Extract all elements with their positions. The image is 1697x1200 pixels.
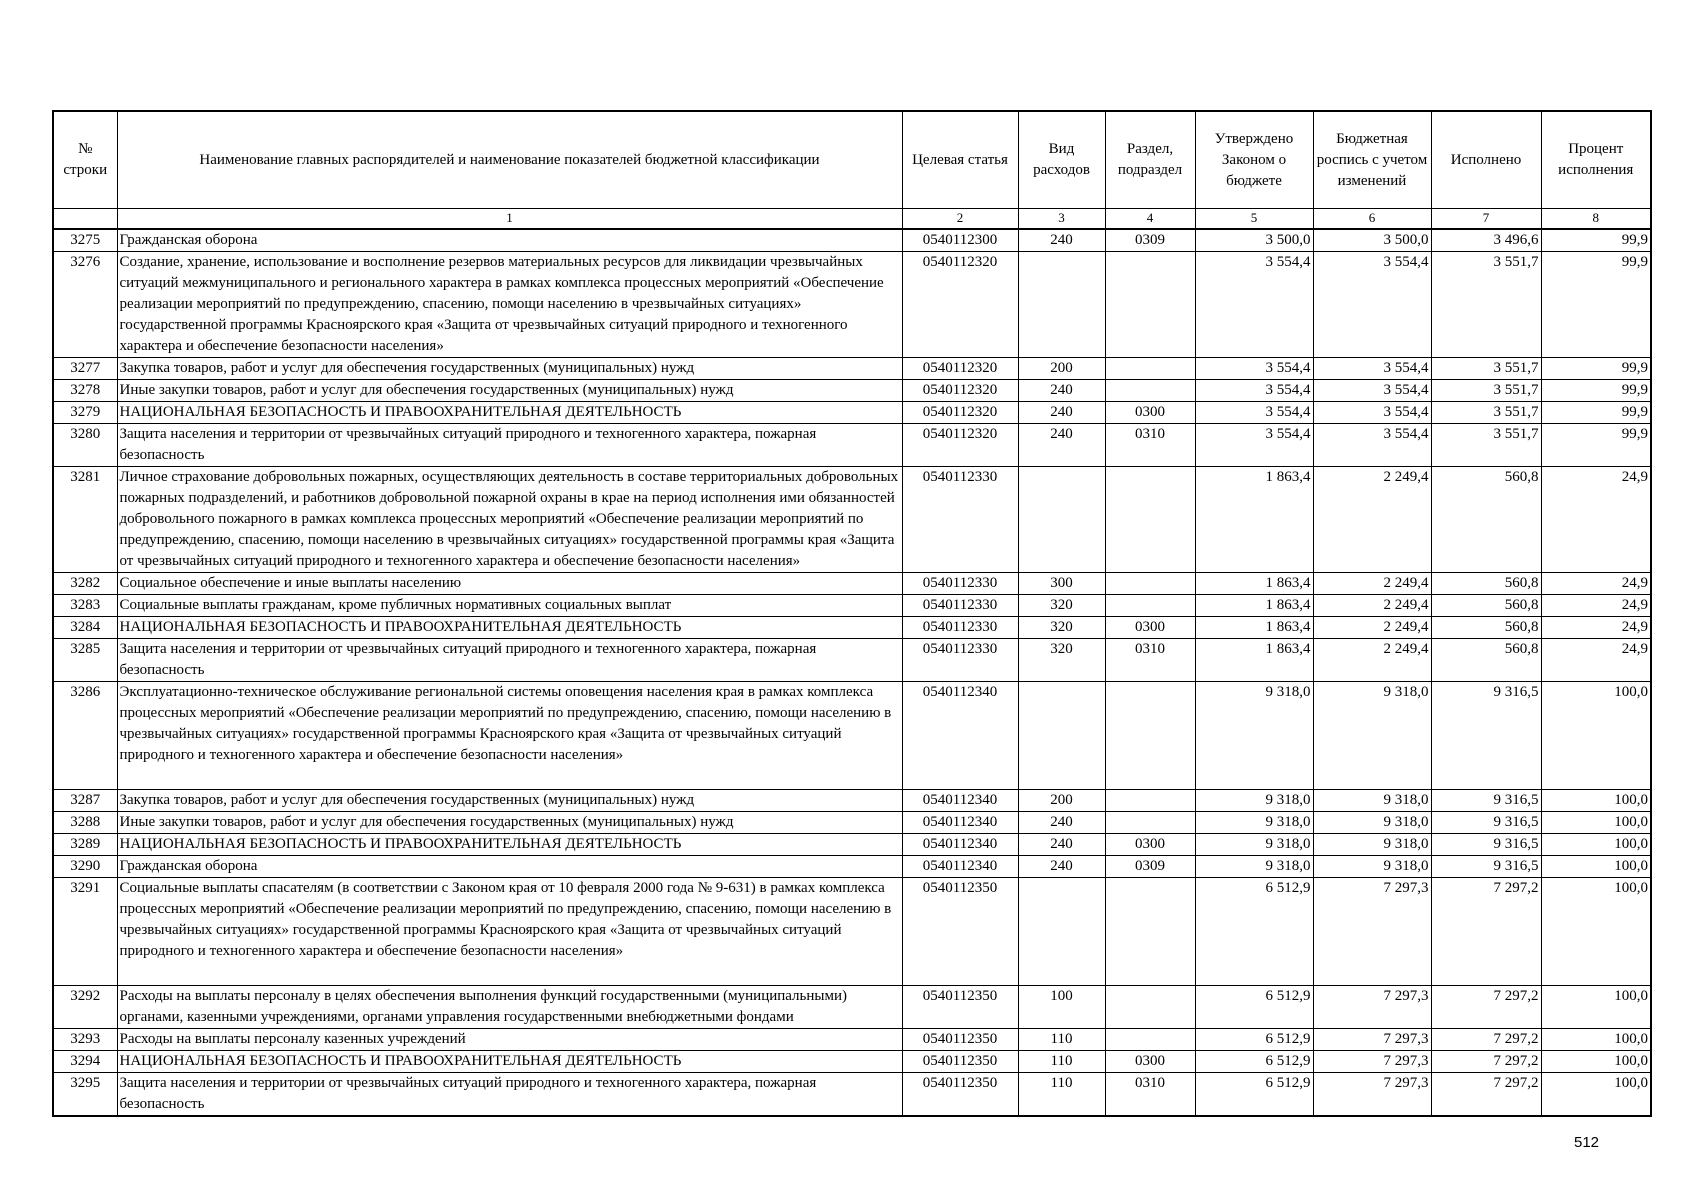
executed-cell: 9 316,5 [1431,812,1541,834]
row-number-cell: 3288 [53,812,117,834]
table-row [53,573,1651,595]
expense-type-cell: 110 [1018,1029,1105,1051]
row-number-cell: 3284 [53,617,117,639]
target-item-cell: 0540112340 [902,834,1018,856]
percent-cell: 24,9 [1541,639,1651,682]
column-number: 8 [1541,209,1651,230]
name-cell: Защита населения и территории от чрезвычайных ситуаций природного и техногенного характера, пожарная безопасность [117,1073,902,1117]
header-section: Раздел, подраздел [1105,111,1195,209]
section-cell [1105,812,1195,834]
target-item-cell: 0540112340 [902,790,1018,812]
section-cell [1105,252,1195,358]
header-name: Наименование главных распорядителей и наименование показателей бюджетной классификации [117,111,902,209]
target-item-cell: 0540112350 [902,986,1018,1029]
expense-type-cell: 240 [1018,834,1105,856]
table-row [53,252,1651,358]
name-cell: Расходы на выплаты персоналу казенных учреждений [117,1029,902,1051]
expense-type-cell: 200 [1018,358,1105,380]
approved-cell: 1 863,4 [1195,639,1313,682]
section-cell: 0300 [1105,1051,1195,1073]
approved-cell: 9 318,0 [1195,812,1313,834]
name-cell: Гражданская оборона [117,229,902,252]
name-cell: Эксплуатационно-техническое обслуживание региональной системы оповещения населения края в рамках комплекса процессных мероприятий «Обеспечение реализации мероприятий по предупреждению, спасению, помощи населению в чрезвычайных ситуациях» государственной программы Красноярского края «Защита от чрезвычайных ситуаций природного и техногенного характера и обеспечение безопасности населения» [117,682,902,790]
target-item-cell: 0540112350 [902,1073,1018,1117]
budget-schedule-cell: 9 318,0 [1313,812,1431,834]
target-item-cell: 0540112330 [902,617,1018,639]
executed-cell: 560,8 [1431,617,1541,639]
expense-type-cell [1018,467,1105,573]
percent-cell: 24,9 [1541,573,1651,595]
executed-cell: 7 297,2 [1431,1029,1541,1051]
table-row [53,402,1651,424]
table-row [53,639,1651,682]
percent-cell: 100,0 [1541,1051,1651,1073]
header-budget-schedule: Бюджетная роспись с учетом изменений [1313,111,1431,209]
column-number: 4 [1105,209,1195,230]
name-cell: НАЦИОНАЛЬНАЯ БЕЗОПАСНОСТЬ И ПРАВООХРАНИТЕЛЬНАЯ ДЕЯТЕЛЬНОСТЬ [117,617,902,639]
row-number-cell: 3292 [53,986,117,1029]
name-cell: Защита населения и территории от чрезвычайных ситуаций природного и техногенного характера, пожарная безопасность [117,639,902,682]
percent-cell: 100,0 [1541,878,1651,986]
name-cell: Социальное обеспечение и иные выплаты населению [117,573,902,595]
percent-cell: 99,9 [1541,252,1651,358]
expense-type-cell: 320 [1018,595,1105,617]
table-row [53,380,1651,402]
target-item-cell: 0540112330 [902,639,1018,682]
executed-cell: 3 551,7 [1431,424,1541,467]
name-cell: Создание, хранение, использование и восполнение резервов материальных ресурсов для ликвидации чрезвычайных ситуаций межмуниципального и регионального характера в рамках комплекса процессных мероприятий «Обеспечение реализации мероприятий по предупреждению, спасению, помощи населению в чрезвычайных ситуациях» государственной программы Красноярского края «Защита от чрезвычайных ситуаций природного и техногенного характера и обеспечение безопасности населения» [117,252,902,358]
row-number-cell: 3282 [53,573,117,595]
target-item-cell: 0540112350 [902,878,1018,986]
executed-cell: 3 551,7 [1431,252,1541,358]
executed-cell: 3 551,7 [1431,380,1541,402]
percent-cell: 100,0 [1541,682,1651,790]
approved-cell: 6 512,9 [1195,1029,1313,1051]
approved-cell: 1 863,4 [1195,573,1313,595]
approved-cell: 9 318,0 [1195,790,1313,812]
approved-cell: 9 318,0 [1195,834,1313,856]
section-cell: 0300 [1105,617,1195,639]
expense-type-cell: 320 [1018,617,1105,639]
budget-schedule-cell: 2 249,4 [1313,573,1431,595]
row-number-cell: 3294 [53,1051,117,1073]
section-cell: 0309 [1105,229,1195,252]
budget-schedule-cell: 2 249,4 [1313,467,1431,573]
target-item-cell: 0540112350 [902,1029,1018,1051]
row-number-cell: 3287 [53,790,117,812]
budget-schedule-cell: 7 297,3 [1313,878,1431,986]
percent-cell: 100,0 [1541,856,1651,878]
budget-schedule-cell: 3 554,4 [1313,252,1431,358]
target-item-cell: 0540112320 [902,358,1018,380]
target-item-cell: 0540112330 [902,595,1018,617]
name-cell: Иные закупки товаров, работ и услуг для обеспечения государственных (муниципальных) нужд [117,380,902,402]
table-body [53,229,1651,1116]
target-item-cell: 0540112350 [902,1051,1018,1073]
column-number-blank [53,209,117,230]
table-row [53,812,1651,834]
name-cell: НАЦИОНАЛЬНАЯ БЕЗОПАСНОСТЬ И ПРАВООХРАНИТЕЛЬНАЯ ДЕЯТЕЛЬНОСТЬ [117,1051,902,1073]
budget-schedule-cell: 3 500,0 [1313,229,1431,252]
executed-cell: 560,8 [1431,573,1541,595]
expense-type-cell: 240 [1018,424,1105,467]
percent-cell: 99,9 [1541,424,1651,467]
row-number-cell: 3280 [53,424,117,467]
section-cell [1105,573,1195,595]
approved-cell: 3 554,4 [1195,358,1313,380]
approved-cell: 1 863,4 [1195,467,1313,573]
expense-type-cell: 110 [1018,1051,1105,1073]
percent-cell: 100,0 [1541,1073,1651,1117]
executed-cell: 560,8 [1431,467,1541,573]
section-cell [1105,358,1195,380]
table-row [53,790,1651,812]
approved-cell: 6 512,9 [1195,1073,1313,1117]
expense-type-cell: 320 [1018,639,1105,682]
table-row [53,1029,1651,1051]
row-number-cell: 3285 [53,639,117,682]
row-number-cell: 3293 [53,1029,117,1051]
section-cell [1105,790,1195,812]
row-number-cell: 3290 [53,856,117,878]
approved-cell: 6 512,9 [1195,986,1313,1029]
target-item-cell: 0540112320 [902,402,1018,424]
table-row [53,595,1651,617]
name-cell: Закупка товаров, работ и услуг для обеспечения государственных (муниципальных) нужд [117,358,902,380]
table-row [53,682,1651,790]
expense-type-cell: 240 [1018,380,1105,402]
executed-cell: 3 551,7 [1431,402,1541,424]
expense-type-cell: 240 [1018,229,1105,252]
header-target-item: Целевая статья [902,111,1018,209]
column-number: 2 [902,209,1018,230]
budget-schedule-cell: 3 554,4 [1313,380,1431,402]
budget-schedule-cell: 9 318,0 [1313,834,1431,856]
name-cell: Защита населения и территории от чрезвычайных ситуаций природного и техногенного характера, пожарная безопасность [117,424,902,467]
column-number: 7 [1431,209,1541,230]
executed-cell: 9 316,5 [1431,682,1541,790]
section-cell [1105,467,1195,573]
target-item-cell: 0540112340 [902,856,1018,878]
row-number-cell: 3276 [53,252,117,358]
section-cell: 0310 [1105,639,1195,682]
name-cell: Иные закупки товаров, работ и услуг для обеспечения государственных (муниципальных) нужд [117,812,902,834]
budget-schedule-cell: 2 249,4 [1313,595,1431,617]
name-cell: Закупка товаров, работ и услуг для обеспечения государственных (муниципальных) нужд [117,790,902,812]
expense-type-cell: 300 [1018,573,1105,595]
section-cell: 0309 [1105,856,1195,878]
table-row [53,878,1651,986]
name-cell: Расходы на выплаты персоналу в целях обеспечения выполнения функций государственными (муниципальными) органами, казенными учреждениями, органами управления государственными внебюджетными фондами [117,986,902,1029]
column-number: 5 [1195,209,1313,230]
budget-schedule-cell: 7 297,3 [1313,1029,1431,1051]
target-item-cell: 0540112340 [902,812,1018,834]
expense-type-cell: 200 [1018,790,1105,812]
name-cell: Социальные выплаты спасателям (в соответствии с Законом края от 10 февраля 2000 года № 9-631) в рамках комплекса процессных мероприятий «Обеспечение реализации мероприятий по предупреждению, спасению, помощи населению в чрезвычайных ситуациях» государственной программы Красноярского края «Защита от чрезвычайных ситуаций природного и техногенного характера и обеспечение безопасности населения» [117,878,902,986]
budget-schedule-cell: 9 318,0 [1313,790,1431,812]
row-number-cell: 3279 [53,402,117,424]
approved-cell: 9 318,0 [1195,856,1313,878]
approved-cell: 6 512,9 [1195,878,1313,986]
target-item-cell: 0540112330 [902,573,1018,595]
column-number-row [53,209,1651,230]
target-item-cell: 0540112300 [902,229,1018,252]
budget-schedule-cell: 9 318,0 [1313,856,1431,878]
approved-cell: 6 512,9 [1195,1051,1313,1073]
budget-schedule-cell: 9 318,0 [1313,682,1431,790]
page-number: 512 [1574,1134,1600,1151]
executed-cell: 3 551,7 [1431,358,1541,380]
row-number-cell: 3291 [53,878,117,986]
approved-cell: 3 554,4 [1195,424,1313,467]
approved-cell: 3 554,4 [1195,380,1313,402]
row-number-cell: 3278 [53,380,117,402]
target-item-cell: 0540112320 [902,380,1018,402]
percent-cell: 24,9 [1541,617,1651,639]
percent-cell: 100,0 [1541,986,1651,1029]
expense-type-cell [1018,878,1105,986]
executed-cell: 7 297,2 [1431,878,1541,986]
name-cell: Личное страхование добровольных пожарных, осуществляющих деятельность в составе территориальных добровольных пожарных подразделений, и работников добровольной пожарной охраны в крае на период исполнения ими обязанностей добровольного пожарного в рамках комплекса процессных мероприятий «Обеспечение реализации мероприятий по предупреждению, спасению, помощи населению в чрезвычайных ситуациях» государственной программы края «Защита от чрезвычайных ситуаций природного и техногенного характера и обеспечение безопасности населения» [117,467,902,573]
table-row [53,986,1651,1029]
budget-schedule-cell: 7 297,3 [1313,986,1431,1029]
percent-cell: 99,9 [1541,358,1651,380]
section-cell [1105,380,1195,402]
percent-cell: 99,9 [1541,380,1651,402]
percent-cell: 100,0 [1541,790,1651,812]
column-number: 6 [1313,209,1431,230]
section-cell: 0300 [1105,834,1195,856]
approved-cell: 3 500,0 [1195,229,1313,252]
expense-type-cell: 240 [1018,402,1105,424]
section-cell: 0300 [1105,402,1195,424]
table-row [53,358,1651,380]
approved-cell: 9 318,0 [1195,682,1313,790]
approved-cell: 1 863,4 [1195,617,1313,639]
percent-cell: 99,9 [1541,402,1651,424]
table-row [53,1051,1651,1073]
percent-cell: 24,9 [1541,467,1651,573]
budget-schedule-cell: 3 554,4 [1313,424,1431,467]
executed-cell: 560,8 [1431,595,1541,617]
executed-cell: 560,8 [1431,639,1541,682]
header-percent: Процент исполнения [1541,111,1651,209]
executed-cell: 3 496,6 [1431,229,1541,252]
row-number-cell: 3289 [53,834,117,856]
percent-cell: 100,0 [1541,1029,1651,1051]
expense-type-cell: 110 [1018,1073,1105,1117]
section-cell: 0310 [1105,1073,1195,1117]
section-cell [1105,986,1195,1029]
approved-cell: 3 554,4 [1195,402,1313,424]
row-number-cell: 3283 [53,595,117,617]
section-cell [1105,1029,1195,1051]
section-cell [1105,878,1195,986]
budget-schedule-cell: 2 249,4 [1313,639,1431,682]
budget-schedule-cell: 2 249,4 [1313,617,1431,639]
approved-cell: 3 554,4 [1195,252,1313,358]
budget-schedule-cell: 3 554,4 [1313,402,1431,424]
table-row [53,856,1651,878]
row-number-cell: 3275 [53,229,117,252]
percent-cell: 100,0 [1541,812,1651,834]
table-row [53,617,1651,639]
budget-table [52,110,1652,1117]
percent-cell: 100,0 [1541,834,1651,856]
target-item-cell: 0540112340 [902,682,1018,790]
header-approved: Утверждено Законом о бюджете [1195,111,1313,209]
expense-type-cell: 240 [1018,856,1105,878]
executed-cell: 9 316,5 [1431,790,1541,812]
name-cell: НАЦИОНАЛЬНАЯ БЕЗОПАСНОСТЬ И ПРАВООХРАНИТЕЛЬНАЯ ДЕЯТЕЛЬНОСТЬ [117,834,902,856]
row-number-cell: 3281 [53,467,117,573]
executed-cell: 9 316,5 [1431,834,1541,856]
header-executed: Исполнено [1431,111,1541,209]
table-row [53,467,1651,573]
header-expense-type: Вид расходов [1018,111,1105,209]
header-row-number: № строки [53,111,117,209]
table-row [53,424,1651,467]
expense-type-cell [1018,682,1105,790]
column-number: 1 [117,209,902,230]
budget-schedule-cell: 7 297,3 [1313,1073,1431,1117]
column-number: 3 [1018,209,1105,230]
target-item-cell: 0540112320 [902,252,1018,358]
table-header-row [53,111,1651,209]
row-number-cell: 3295 [53,1073,117,1117]
approved-cell: 1 863,4 [1195,595,1313,617]
executed-cell: 7 297,2 [1431,1051,1541,1073]
table-row [53,229,1651,252]
target-item-cell: 0540112330 [902,467,1018,573]
section-cell [1105,682,1195,790]
name-cell: НАЦИОНАЛЬНАЯ БЕЗОПАСНОСТЬ И ПРАВООХРАНИТЕЛЬНАЯ ДЕЯТЕЛЬНОСТЬ [117,402,902,424]
budget-schedule-cell: 7 297,3 [1313,1051,1431,1073]
row-number-cell: 3277 [53,358,117,380]
table-row [53,834,1651,856]
expense-type-cell [1018,252,1105,358]
expense-type-cell: 100 [1018,986,1105,1029]
table-row [53,1073,1651,1117]
row-number-cell: 3286 [53,682,117,790]
target-item-cell: 0540112320 [902,424,1018,467]
executed-cell: 7 297,2 [1431,1073,1541,1117]
executed-cell: 7 297,2 [1431,986,1541,1029]
name-cell: Социальные выплаты гражданам, кроме публичных нормативных социальных выплат [117,595,902,617]
percent-cell: 24,9 [1541,595,1651,617]
expense-type-cell: 240 [1018,812,1105,834]
executed-cell: 9 316,5 [1431,856,1541,878]
budget-schedule-cell: 3 554,4 [1313,358,1431,380]
section-cell [1105,595,1195,617]
name-cell: Гражданская оборона [117,856,902,878]
section-cell: 0310 [1105,424,1195,467]
percent-cell: 99,9 [1541,229,1651,252]
